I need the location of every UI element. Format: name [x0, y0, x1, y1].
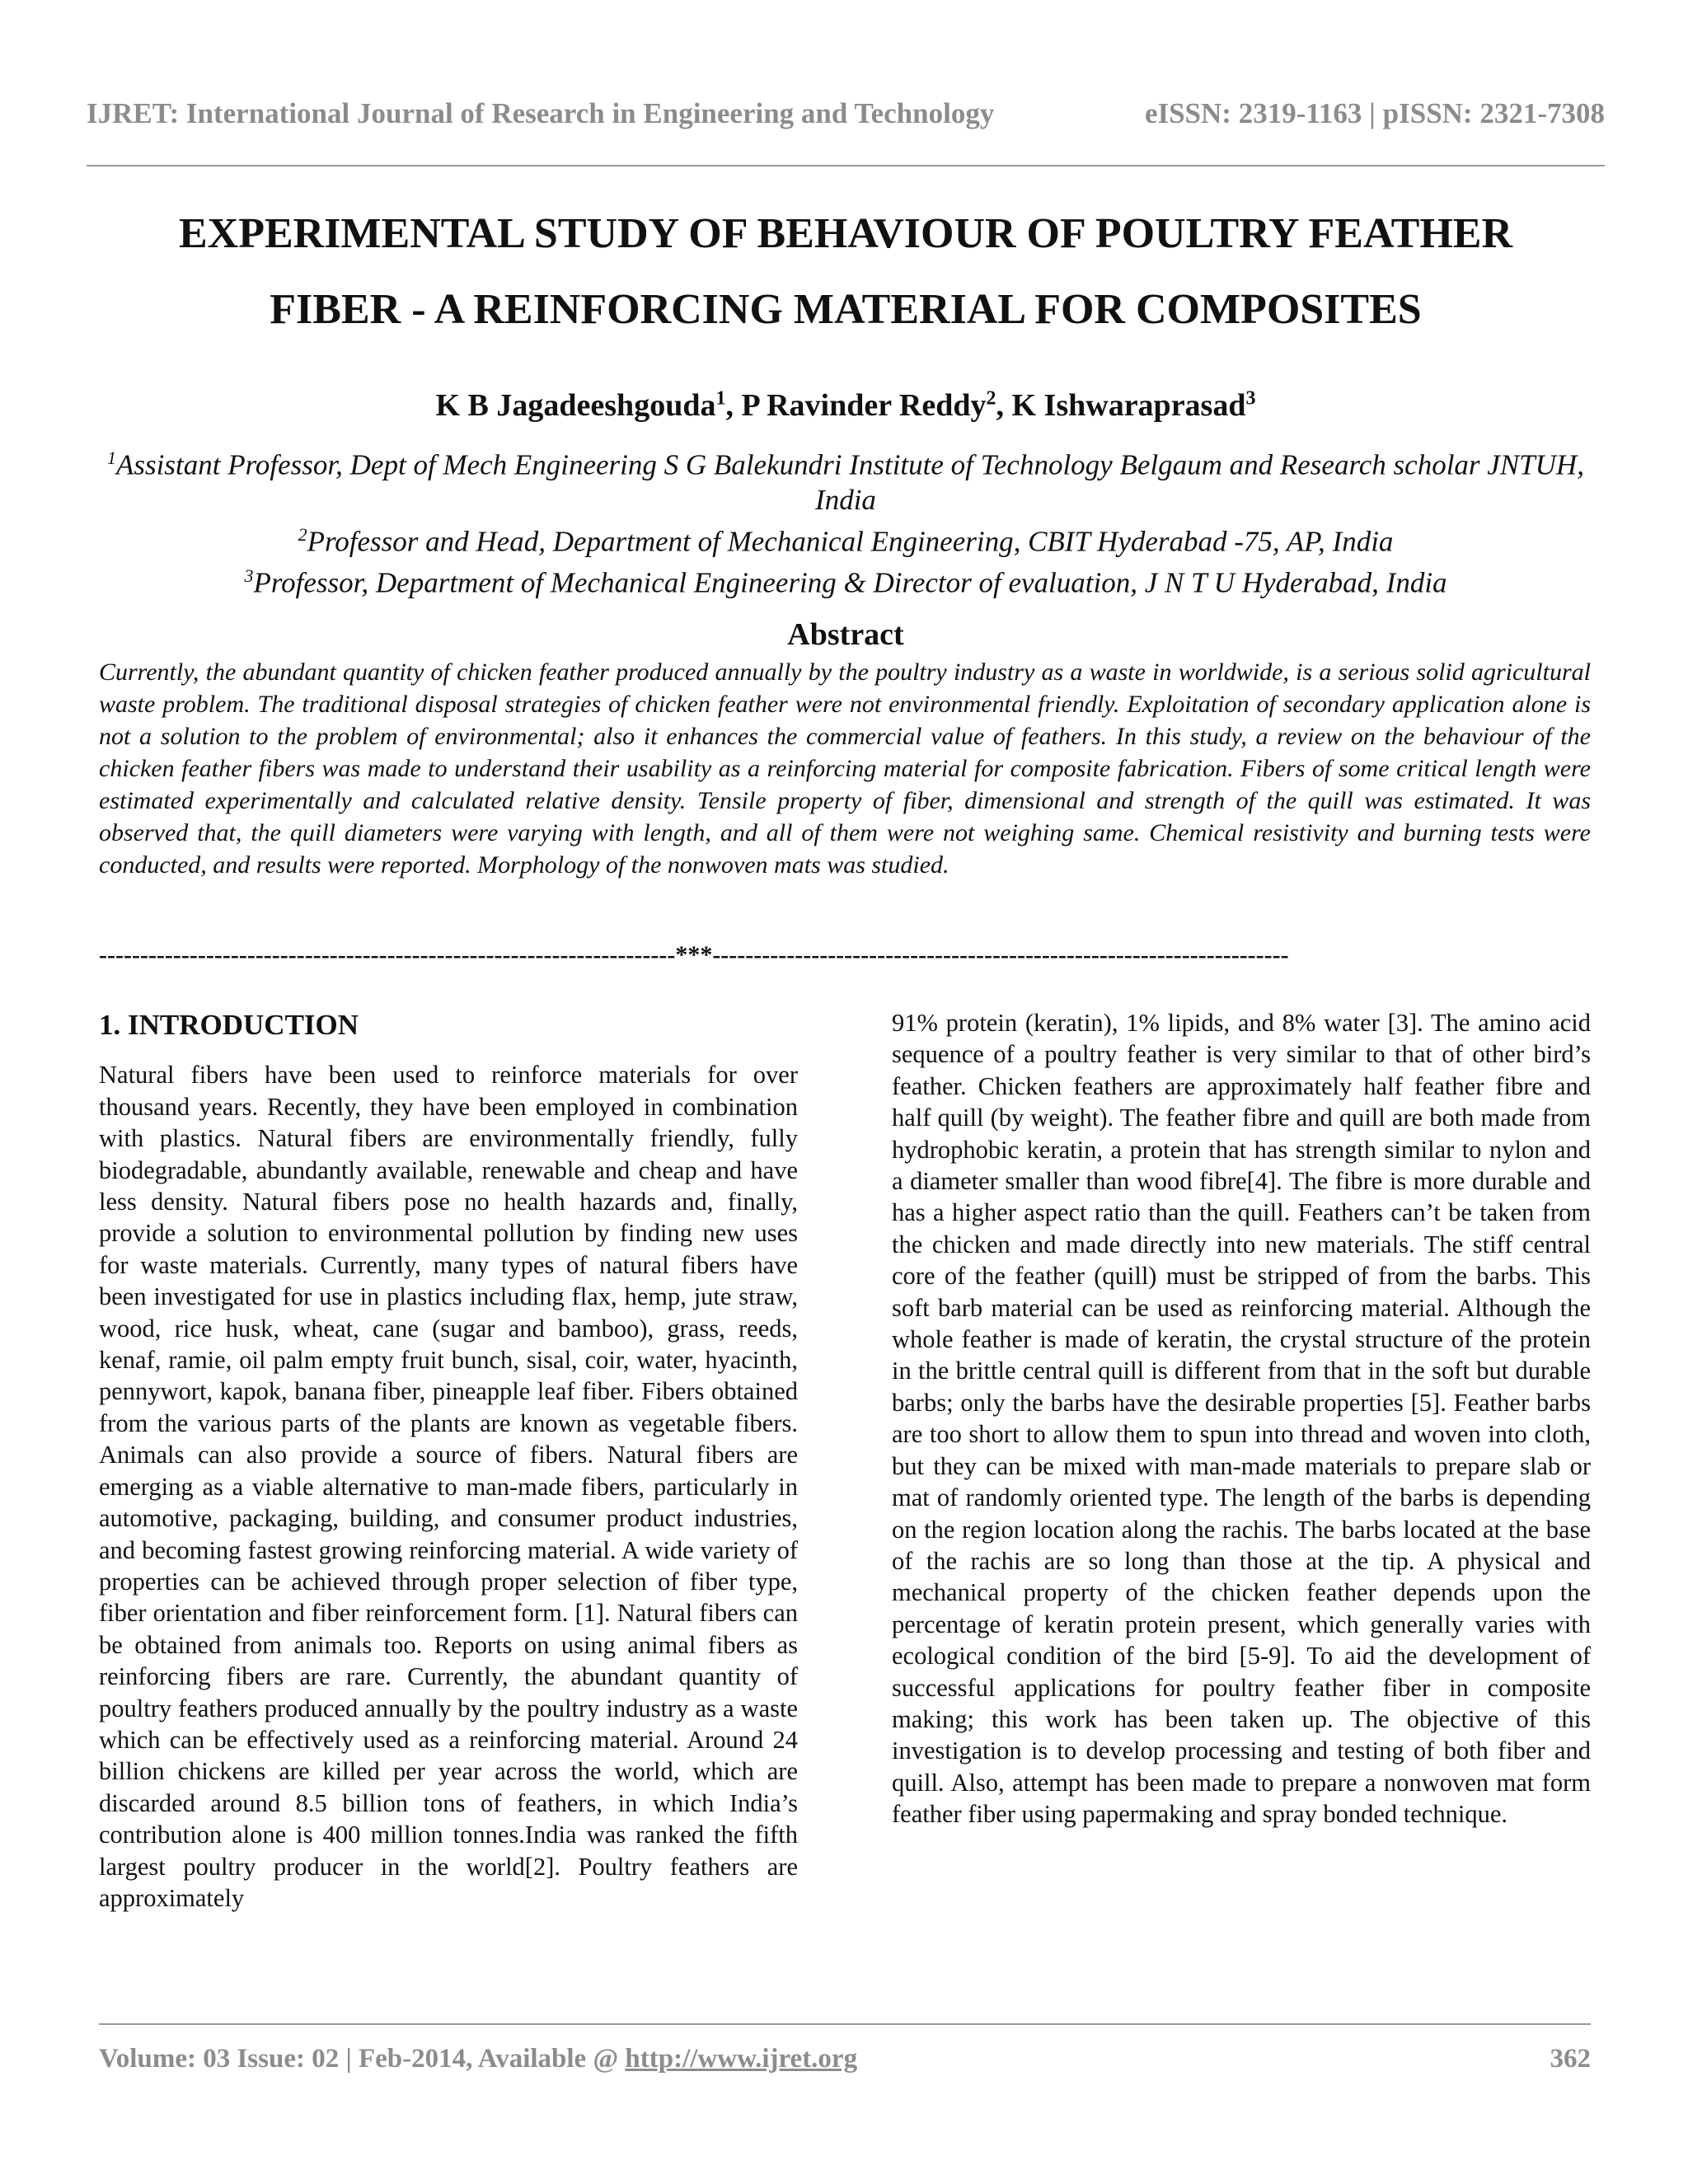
author-1-sup: 1	[715, 387, 726, 410]
running-header	[87, 97, 1605, 130]
footer-volume-text: Volume: 03 Issue: 02 | Feb-2014, Available @	[99, 2044, 626, 2074]
affiliation-1-sup: 1	[107, 448, 117, 468]
section-divider: ----------------------------------------------------------------------***----------------------------------------------------------------------	[99, 941, 1289, 968]
title-line-2: FIBER - A REINFORCING MATERIAL FOR COMPOSITES	[270, 286, 1422, 333]
affiliation-3-sup: 3	[244, 565, 254, 587]
intro-heading: 1. INTRODUCTION	[99, 1009, 359, 1041]
author-2: , P Ravinder Reddy	[725, 388, 987, 423]
affiliation-1	[87, 441, 1605, 518]
running-footer	[99, 2044, 1591, 2074]
right-column	[892, 1007, 1591, 1830]
paper-title	[87, 196, 1605, 348]
left-column	[99, 1010, 798, 1914]
intro-paragraph-right: 91% protein (keratin), 1% lipids, and 8% water [3]. The amino acid sequence of a poultry feather is very similar to that of other bird’s feather. Chicken feathers are approximately half feather fibre and half quill (by weight). The feather fibre and quill are both made from hydrophobic keratin, a protein that has strength similar to nylon and a diameter smaller than wood fibre[4]. The fibre is more durable and has a higher aspect ratio than the quill. Feathers can’t be taken from the chicken and made directly into new materials. The stiff central core of the feather (quill) must be stripped of from the barbs. This soft barb material can be used as reinforcing material. Although the whole feather is made of keratin, the crystal structure of the protein in the brittle central quill is different from that in the soft but durable barbs; only the barbs have the desirable properties [5]. Feather barbs are too short to allow them to spun into thread and woven into cloth, but they can be mixed with man-made materials to prepare slab or mat of randomly oriented type. The length of the barbs is depending on the region location along the rachis. The barbs located at the base of the rachis are so long than those at the tip. A physical and mechanical property of the chicken feather depends upon the percentage of keratin protein present, which generally varies with ecological condition of the bird [5-9]. To aid the development of successful applications for poultry feather fiber in composite making; this work has been taken up. The objective of this investigation is to develop processing and testing of both fiber and quill. Also, attempt has been made to prepare a nonwoven mat form feather fiber using papermaking and spray bonded technique.	[892, 1009, 1591, 1829]
footer-rule	[99, 2023, 1591, 2025]
affiliation-2-text: Professor and Head, Department of Mechanical Engineering, CBIT Hyderabad -75, AP, India	[307, 525, 1394, 558]
affiliation-2-sup: 2	[298, 523, 307, 545]
footer-volume	[99, 2044, 857, 2074]
page-number: 362	[1550, 2044, 1591, 2074]
issn: eISSN: 2319-1163 | pISSN: 2321-7308	[1144, 97, 1605, 129]
title-line-1: EXPERIMENTAL STUDY OF BEHAVIOUR OF POULTRY FEATHER	[178, 210, 1513, 257]
affiliation-1-text: Assistant Professor, Dept of Mech Engineering S G Balekundri Institute of Technology Belgaum and Research scholar JNTUH, India	[116, 448, 1584, 516]
author-2-sup: 2	[986, 387, 996, 410]
authors	[87, 387, 1605, 424]
journal-name: IJRET: International Journal of Research in Engineering and Technology	[87, 97, 995, 129]
affiliation-3-text: Professor, Department of Mechanical Engineering & Director of evaluation, J N T U Hyderabad, India	[253, 566, 1447, 599]
abstract-heading: Abstract	[787, 617, 904, 652]
journal-link[interactable]: http://www.ijret.org	[625, 2044, 858, 2074]
abstract-text: Currently, the abundant quantity of chicken feather produced annually by the poultry industry as a waste in worldwide, is a serious solid agricultural waste problem. The traditional disposal strategies of chicken feather were not environmental friendly. Exploitation of secondary application alone is not a solution to the problem of environmental; also it enhances the commercial value of feathers. In this study, a review on the behaviour of the chicken feather fibers was made to understand their usability as a reinforcing material for composite fabrication. Fibers of some critical length were estimated experimentally and calculated relative density. Tensile property of fiber, dimensional and strength of the quill was estimated. It was observed that, the quill diameters were varying with length, and all of them were not weighing same. Chemical resistivity and burning tests were conducted, and results were reported. Morphology of the nonwoven mats was studied.	[99, 658, 1591, 879]
intro-paragraph-left: Natural fibers have been used to reinforce materials for over thousand years. Recently, they have been employed in combination with plastics. Natural fibers are environmentally friendly, fully biodegradable, abundantly available, renewable and cheap and have less density. Natural fibers pose no health hazards and, finally, provide a solution to environmental pollution by finding new uses for waste materials. Currently, many types of natural fibers have been investigated for use in plastics including flax, hemp, jute straw, wood, rice husk, wheat, cane (sugar and bamboo), grass, reeds, kenaf, ramie, oil palm empty fruit bunch, sisal, coir, water, hyacinth, pennywort, kapok, banana fiber, pineapple leaf fiber. Fibers obtained from the various parts of the plants are known as vegetable fibers. Animals can also provide a source of fibers. Natural fibers are emerging as a viable alternative to man-made fibers, particularly in automotive, packaging, building, and consumer product industries, and becoming fastest growing reinforcing material. A wide variety of properties can be achieved through proper selection of fiber type, fiber orientation and fiber reinforcement form. [1]. Natural fibers can be obtained from animals too. Reports on using animal fibers as reinforcing fibers are rare. Currently, the abundant quantity of poultry feathers produced annually by the poultry industry as a waste which can be effectively used as a reinforcing material. Around 24 billion chickens are killed per year across the world, which are discarded around 8.5 billion tons of feathers, in which India’s contribution alone is 400 million tonnes.India was ranked the fifth largest poultry producer in the world[2]. Poultry feathers are approximately	[99, 1061, 798, 1912]
author-1: K B Jagadeeshgouda	[435, 388, 716, 423]
author-3: , K Ishwaraprasad	[996, 388, 1246, 423]
affiliation-2	[87, 518, 1605, 560]
author-3-sup: 3	[1245, 387, 1256, 410]
header-rule	[87, 165, 1605, 166]
affiliation-3	[87, 559, 1605, 601]
affiliations	[87, 441, 1605, 601]
